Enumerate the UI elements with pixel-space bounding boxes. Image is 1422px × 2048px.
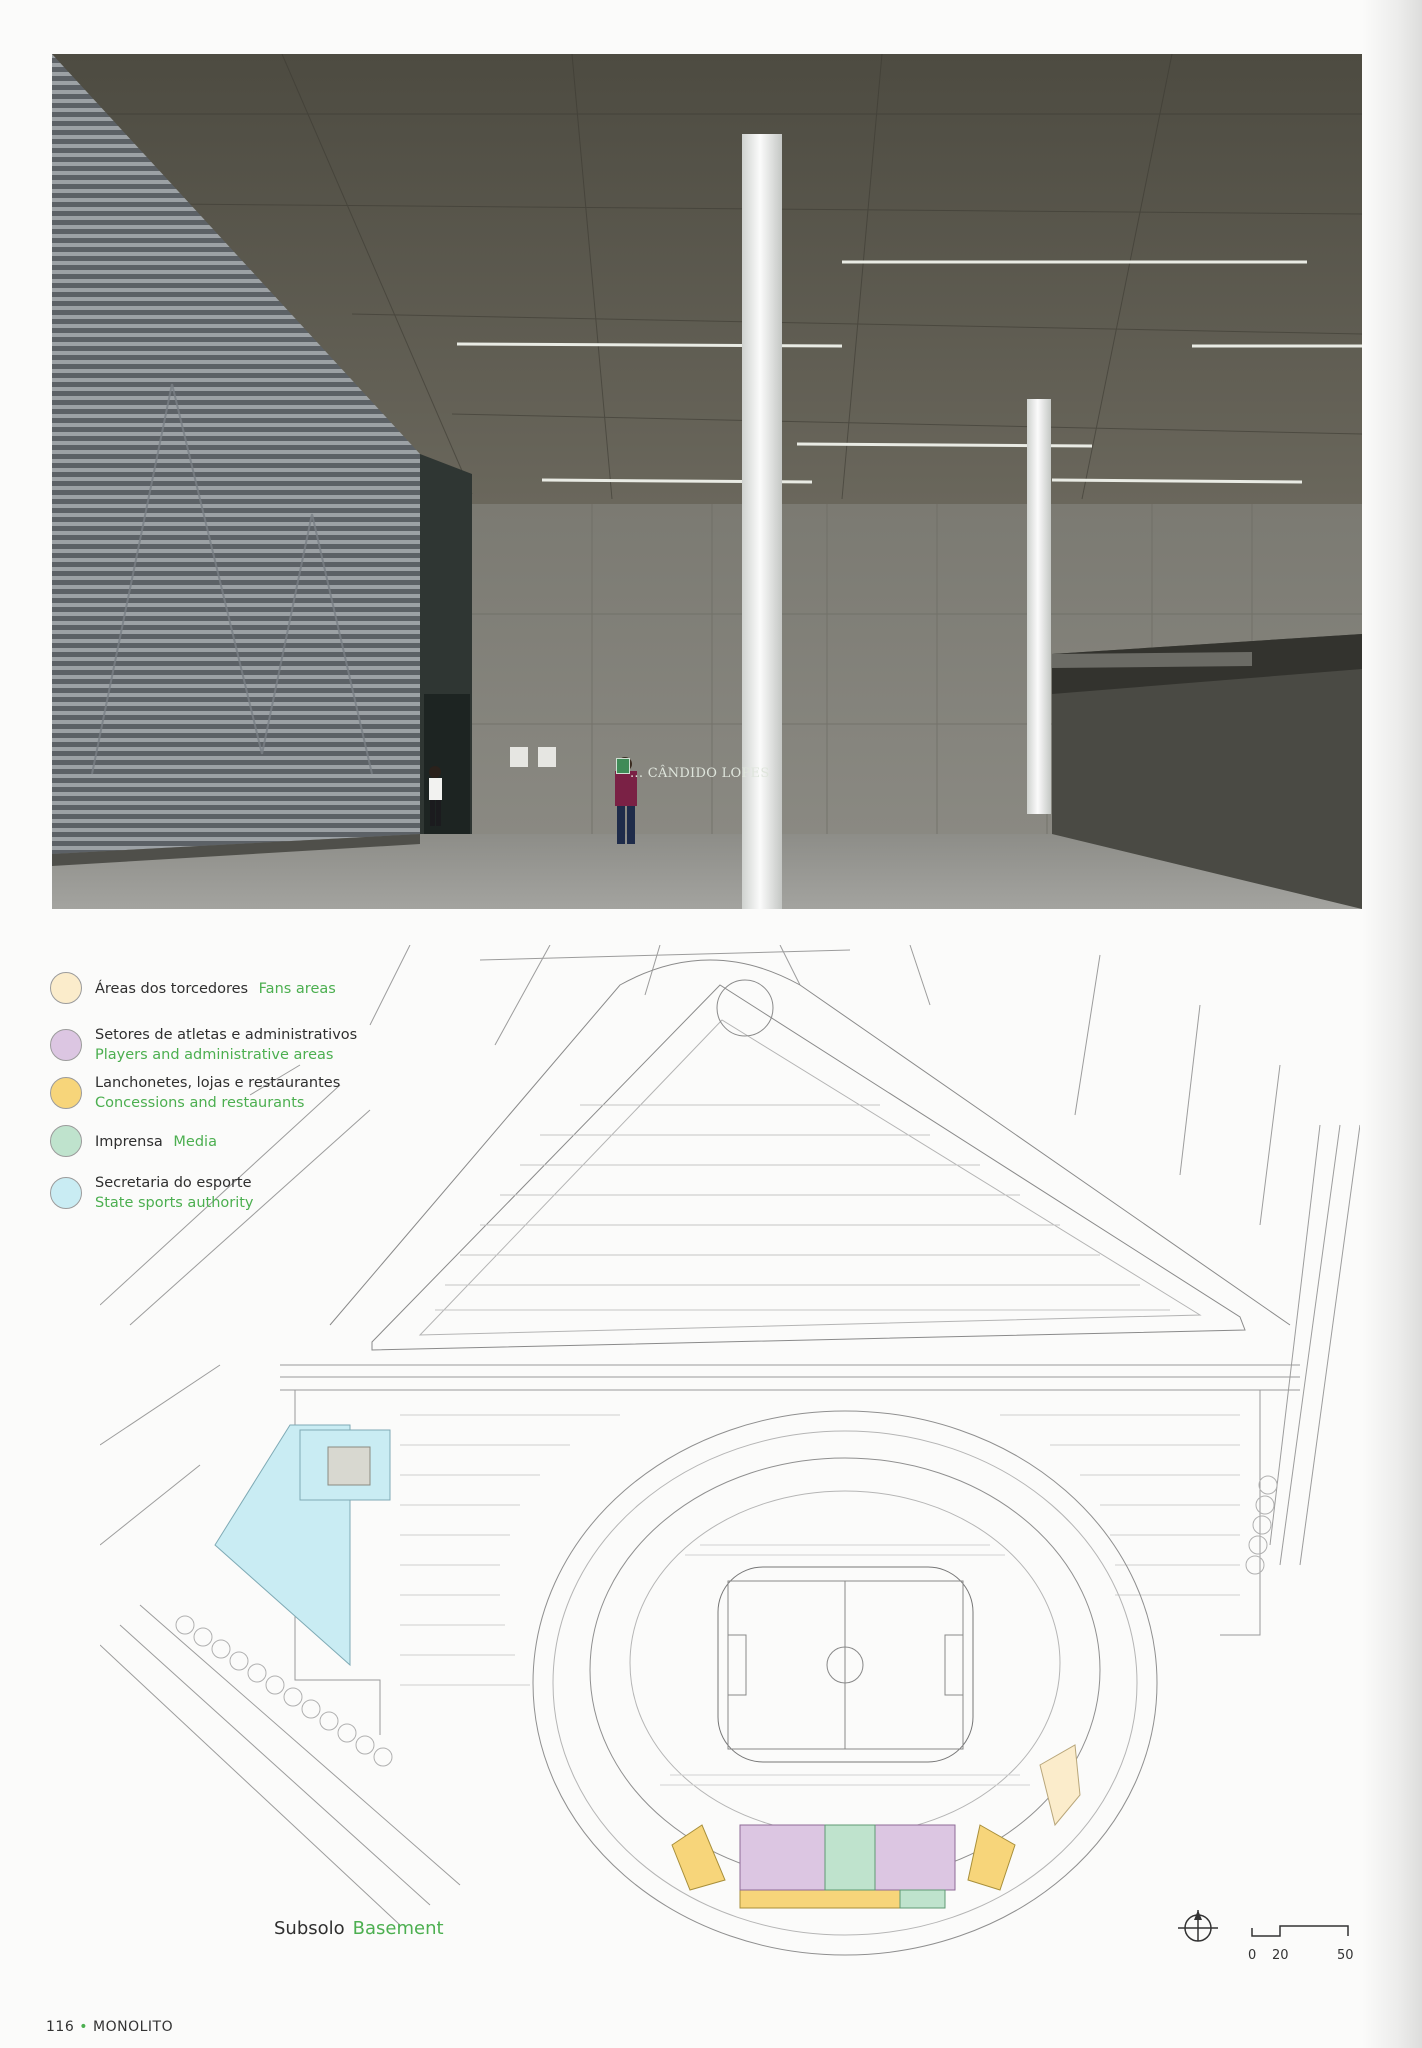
legend-swatch-sports-authority (50, 1177, 82, 1209)
legend-swatch-concessions (50, 1077, 82, 1109)
legend-label-fans-en: Fans areas (258, 981, 336, 997)
legend-label-concessions-en: Concessions and restaurants (95, 1095, 305, 1111)
scale-label-0: 0 (1248, 1948, 1257, 1963)
wall-sign-line-2: ... CÂNDIDO LOPES (630, 766, 770, 781)
scale-label-20: 20 (1272, 1948, 1289, 1963)
wall-sign (630, 766, 770, 782)
page-footer (46, 2019, 173, 2035)
publication-name: MONOLITO (93, 2019, 174, 2035)
legend-label-players-admin-pt: Setores de atletas e administrativos (95, 1027, 358, 1043)
scale-label-50: 50 (1337, 1948, 1354, 1963)
legend-label-sports-authority-pt: Secretaria do esporte (95, 1175, 252, 1191)
legend-label-sports-authority (95, 1173, 254, 1213)
plan-caption-en: Basement (352, 1918, 444, 1939)
scale-bar-graphic (1240, 1920, 1360, 1946)
legend-label-media-en: Media (173, 1134, 217, 1150)
plan-caption-pt: Subsolo (274, 1918, 345, 1939)
page-number: 116 (46, 2019, 75, 2035)
legend-label-media (95, 1132, 217, 1152)
legend-label-fans (95, 979, 336, 999)
legend-label-concessions-pt: Lanchonetes, lojas e restaurantes (95, 1075, 341, 1091)
legend-label-fans-pt: Áreas dos torcedores (95, 981, 249, 997)
legend-label-players-admin-en: Players and administrative areas (95, 1047, 334, 1063)
scale-bar (1240, 1920, 1360, 1968)
legend-label-sports-authority-en: State sports authority (95, 1195, 254, 1211)
page-edge-shadow (1362, 0, 1422, 2048)
stadium-entrance-photo (52, 54, 1362, 909)
legend-label-media-pt: Imprensa (95, 1134, 163, 1150)
legend-swatch-fans (50, 972, 82, 1004)
north-arrow-icon (1174, 1908, 1222, 1948)
plan-caption (274, 1918, 444, 1939)
footer-bullet: • (79, 2019, 88, 2035)
legend-swatch-players-admin (50, 1029, 82, 1061)
sign-logo-icon (616, 758, 630, 774)
legend-swatch-media (50, 1125, 82, 1157)
legend-label-players-admin (95, 1025, 357, 1065)
legend-label-concessions (95, 1073, 340, 1113)
